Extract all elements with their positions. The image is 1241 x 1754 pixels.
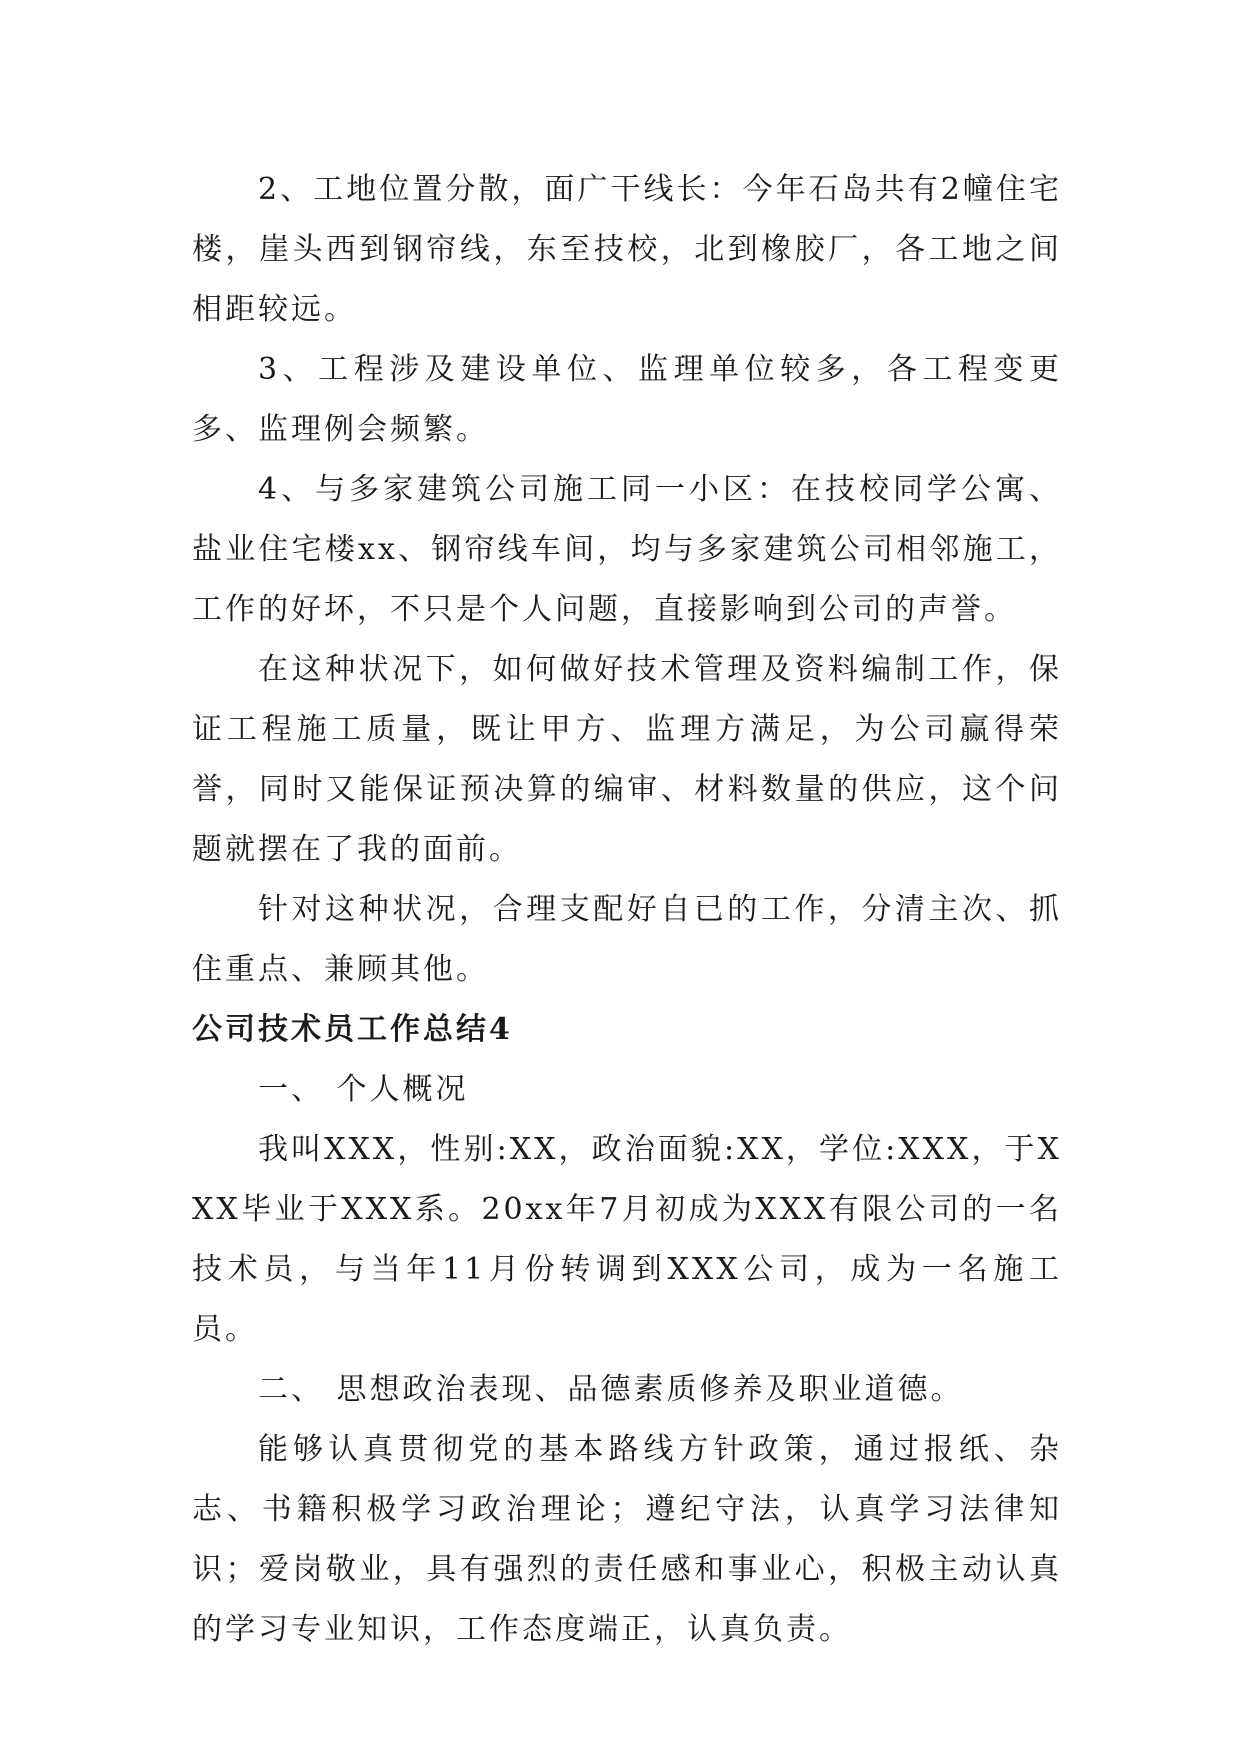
paragraph-situation: 在这种状况下，如何做好技术管理及资料编制工作，保证工程施工质量，既让甲方、监理方满足，为公司赢得荣誉，同时又能保证预决算的编审、材料数量的供应，这个问题就摆在了我的面前。 xyxy=(192,652,1062,867)
paragraph-ethics: 能够认真贯彻党的基本路线方针政策，通过报纸、杂志、书籍积极学习政治理论；遵纪守法，认真学习法律知识；爱岗敬业，具有强烈的责任感和事业心，积极主动认真的学习专业知识，工作态度端正，认真负责。 xyxy=(192,1432,1062,1647)
paragraph-profile: 我叫XXX，性别:XX，政治面貌:XX，学位:XXX，于XXX毕业于XXX系。20xx年7月初成为XXX有限公司的一名技术员，与当年11月份转调到XXX公司，成为一名施工员。 xyxy=(192,1132,1062,1347)
section-title: 公司技术员工作总结4 xyxy=(192,1012,513,1047)
paragraph-response: 针对这种状况，合理支配好自已的工作，分清主次、抓住重点、兼顾其他。 xyxy=(192,892,1062,987)
paragraph-item-2: 2、工地位置分散，面广干线长：今年石岛共有2幢住宅楼，崖头西到钢帘线，东至技校，北到橡胶厂，各工地之间相距较远。 xyxy=(192,172,1062,327)
subsection-heading-ethics: 二、 思想政治表现、品德素质修养及职业道德。 xyxy=(258,1372,964,1407)
subsection-heading-profile: 一、 个人概况 xyxy=(258,1072,469,1107)
document-page xyxy=(192,160,1062,1660)
paragraph-item-4: 4、与多家建筑公司施工同一小区：在技校同学公寓、盐业住宅楼xx、钢帘线车间，均与多家建筑公司相邻施工，工作的好坏，不只是个人问题，直接影响到公司的声誉。 xyxy=(192,472,1062,627)
paragraph-item-3: 3、工程涉及建设单位、监理单位较多，各工程变更多、监理例会频繁。 xyxy=(192,352,1062,447)
